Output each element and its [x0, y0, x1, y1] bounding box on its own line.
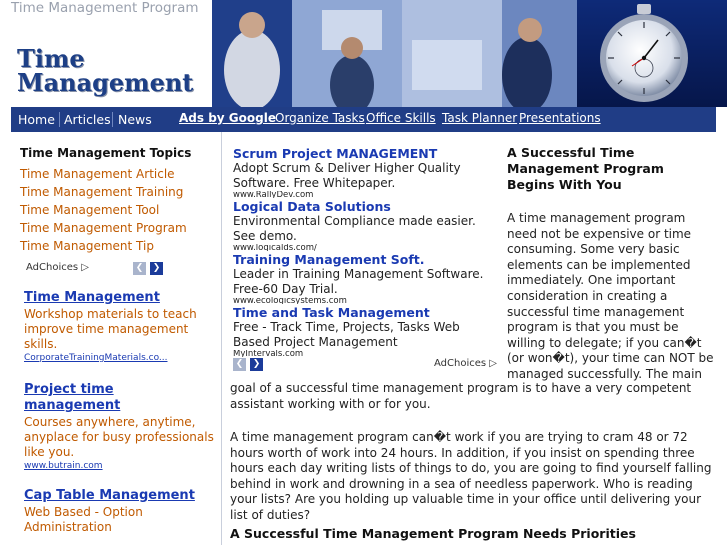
adchoices-icon: ▷	[489, 358, 497, 369]
article-subheading: A Successful Time Management Program Needs Priorities	[230, 526, 636, 541]
content-ad[interactable]	[233, 199, 498, 251]
adchoices-text: AdChoices	[434, 358, 487, 369]
adchoices-label[interactable]	[26, 262, 89, 273]
main-navbar	[11, 107, 716, 132]
logo-text-line2: Management	[17, 68, 194, 97]
topic-link-tool[interactable]: Time Management Tool	[20, 203, 160, 217]
sidebar-ad[interactable]	[24, 382, 214, 472]
content-ad-url[interactable]: MyIntervals.com	[233, 350, 304, 357]
ad-link-task-planner[interactable]: Task Planner	[442, 111, 518, 125]
main-content	[222, 132, 727, 545]
sidebar-ad-title[interactable]: Time Management	[24, 290, 160, 305]
sidebar-ad[interactable]	[24, 290, 214, 364]
sidebar-ad-desc: Workshop materials to teach improve time management skills.	[24, 307, 197, 351]
topics-heading: Time Management Topics	[20, 146, 192, 160]
content-ad-desc: Adopt Scrum & Deliver Higher Quality Software. Free Whitepaper.	[233, 161, 461, 190]
ad-link-organize-tasks[interactable]: Organize Tasks	[275, 111, 365, 125]
content-ad-url[interactable]: www.ecologicsystems.com	[233, 297, 347, 304]
ads-by-google-link[interactable]: Ads by Google	[179, 111, 276, 125]
sidebar-ad-title[interactable]: Project time management	[24, 382, 121, 413]
topic-link-training[interactable]: Time Management Training	[20, 185, 184, 199]
nav-divider	[112, 112, 113, 127]
nav-home-link[interactable]: Home	[18, 112, 55, 127]
left-sidebar	[11, 132, 222, 545]
article-intro-continuation: goal of a successful time management program is to have a very competent assistant working with or for you.	[230, 381, 692, 411]
header-branding	[0, 0, 212, 107]
content-ad-next-button[interactable]: ❯	[250, 358, 263, 371]
sidebar-ad-desc: Web Based - Option Administration	[24, 505, 143, 534]
ad-prev-button[interactable]: ❮	[133, 262, 146, 275]
content-ad-title[interactable]: Logical Data Solutions	[233, 199, 391, 214]
ad-link-office-skills[interactable]: Office Skills	[366, 111, 436, 125]
ad-next-button[interactable]: ❯	[150, 262, 163, 275]
content-ad-desc: Leader in Training Management Software. Free-60 Day Trial.	[233, 267, 484, 296]
article-paragraph: A time management program can�t work if you are trying to cram 48 or 72 hours worth of work into 24 hours. In addition, if you insist on spending three hours each day writing lists of things to do, you are going to find yourself falling behind in work and drowning in a sea of needless paperwork. Who is reading your lists? Are you holding up valuable time in your office until delivering your list of duties?	[230, 430, 712, 522]
nav-articles-link[interactable]: Articles	[64, 112, 111, 127]
content-ad[interactable]	[233, 146, 498, 198]
content-ad-desc: Environmental Compliance made easier. See demo.	[233, 214, 476, 243]
content-ad-title[interactable]: Training Management Soft.	[233, 252, 425, 267]
content-ad[interactable]	[233, 305, 498, 357]
topic-link-article[interactable]: Time Management Article	[20, 167, 175, 181]
sidebar-ad-url[interactable]: CorporateTrainingMaterials.co...	[24, 353, 168, 363]
content-ad-prev-button[interactable]: ❮	[233, 358, 246, 371]
ad-link-presentations[interactable]: Presentations	[519, 111, 601, 125]
content-ad-url[interactable]: www.logicalds.com/	[233, 244, 317, 251]
content-ad-desc: Free - Track Time, Projects, Tasks Web Based Project Management	[233, 320, 460, 349]
sidebar-ad[interactable]	[24, 488, 214, 535]
topic-link-program[interactable]: Time Management Program	[20, 221, 187, 235]
sidebar-ad-title[interactable]: Cap Table Management	[24, 488, 195, 503]
sidebar-ad-url[interactable]: www.butrain.com	[24, 461, 103, 471]
adchoices-text: AdChoices	[26, 262, 79, 273]
logo-text-line1: Time	[17, 44, 85, 73]
topic-link-tip[interactable]: Time Management Tip	[20, 239, 154, 253]
article-title: A Successful Time Management Program Begins With You	[507, 145, 664, 192]
adchoices-icon: ▷	[81, 262, 89, 273]
site-caption: Time Management Program	[11, 0, 199, 16]
content-ad[interactable]	[233, 252, 498, 304]
article-intro-paragraph: A time management program need not be expensive or time consuming. Some very basic elements can be implemented immediately. One important consideration in creating a successful time management program is that you must be willing to delegate; if you can�t (or won�t), your time can NOT be managed successfully. The main	[507, 211, 714, 381]
content-ad-url[interactable]: www.RallyDev.com	[233, 191, 314, 198]
nav-news-link[interactable]: News	[118, 112, 152, 127]
header-banner-image	[212, 0, 727, 107]
content-ad-title[interactable]: Time and Task Management	[233, 305, 430, 320]
site-header	[0, 0, 727, 107]
nav-divider	[59, 112, 60, 127]
content-adchoices-label[interactable]	[434, 358, 497, 369]
sidebar-ad-desc: Courses anywhere, anytime, anyplace for busy professionals like you.	[24, 415, 214, 459]
content-ad-title[interactable]: Scrum Project MANAGEMENT	[233, 146, 438, 161]
